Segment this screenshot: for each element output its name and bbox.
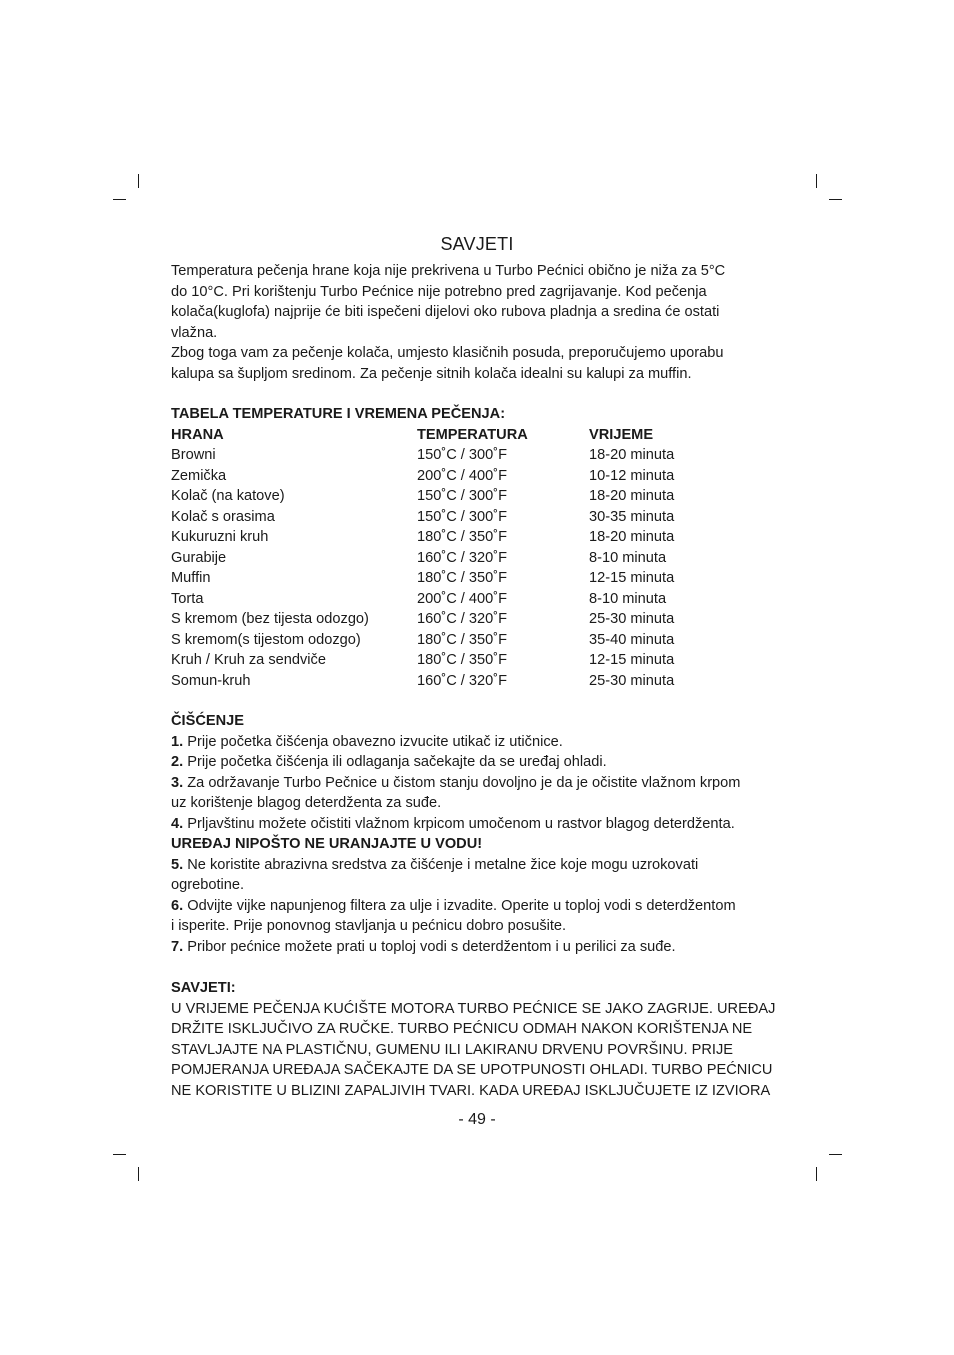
cleaning-step: [171, 732, 791, 753]
cleaning-step: [171, 896, 791, 917]
intro-paragraph: [171, 261, 791, 384]
table-row: [171, 527, 791, 548]
step-text: Ne koristite abrazivna sredstva za čišćenje i metalne žice koje mogu uzrokovati: [187, 856, 699, 873]
table-row: [171, 630, 791, 651]
table-row: [171, 445, 791, 466]
step-text: Odvijte vijke napunjenog filtera za ulje i izvadite. Operite u toploj vodi s deterdžentom: [187, 897, 736, 914]
time-cell: 25-30 minuta: [589, 672, 675, 689]
food-cell: Browni: [171, 447, 216, 463]
tips-line: DRŽITE ISKLJUČIVO ZA RUČKE. TURBO PEĆNICU ODMAH NAKON KORIŠTENJA NE: [171, 1021, 753, 1037]
step-text: Za održavanje Turbo Pečnice u čistom stanju dovoljno je da je očistite vlažnom krpom: [187, 774, 741, 791]
food-cell: Zemička: [171, 467, 227, 484]
time-cell: 12-15 minuta: [589, 652, 675, 668]
table-header-row: [171, 425, 791, 446]
crop-mark: [138, 1167, 139, 1181]
cleaning-step: [171, 814, 791, 835]
food-cell: Muffin: [171, 570, 211, 586]
time-cell: 8-10 minuta: [589, 590, 667, 607]
step-continuation: uz korištenje blagog deterdženta za suđe.: [171, 795, 442, 811]
table-row: [171, 609, 791, 630]
food-cell: Torta: [171, 590, 204, 607]
step-number: 5.: [171, 856, 184, 873]
tips-heading: SAVJETI:: [171, 980, 236, 996]
table-heading: TABELA TEMPERATURE I VREMENA PEČENJA:: [171, 406, 506, 422]
cleaning-step: [171, 752, 791, 773]
column-header-food: HRANA: [171, 426, 224, 443]
time-cell: 10-12 minuta: [589, 467, 675, 484]
step-text: Prljavštinu možete očistiti vlažnom krpicom umočenom u rastvor blagog deterdženta.: [187, 815, 735, 832]
tips-section: [171, 978, 791, 1101]
intro-line: Zbog toga vam za pečenje kolača, umjesto klasičnih posuda, preporučujemo uporabu: [171, 345, 724, 361]
step-continuation: i isperite. Prije ponovnog stavljanja u pećnicu dobro posušite.: [171, 918, 567, 934]
temperature-cell: 180˚C / 350˚F: [417, 652, 508, 668]
food-cell: Somun-kruh: [171, 672, 251, 689]
intro-line: do 10°C. Pri korištenju Turbo Pećnice nije potrebno pred zagrijavanje. Kod pečenja: [171, 283, 707, 300]
time-cell: 18-20 minuta: [589, 488, 675, 504]
food-cell: S kremom(s tijestom odozgo): [171, 631, 361, 648]
intro-line: vlažna.: [171, 324, 218, 341]
step-text: Pribor pećnice možete prati u toploj vodi s deterdžentom i u perilici za suđe.: [183, 938, 676, 955]
step-text: Prije početka čišćenja obavezno izvucite utikač iz utičnice.: [187, 733, 563, 750]
temperature-cell: 150˚C / 300˚F: [417, 508, 508, 525]
crop-mark: [829, 1154, 842, 1155]
temperature-cell: 180˚C / 350˚F: [417, 529, 508, 545]
page-number: - 49 -: [458, 1111, 496, 1128]
temperature-cell: 150˚C / 300˚F: [417, 447, 508, 463]
crop-mark: [113, 1154, 126, 1155]
temperature-cell: 160˚C / 320˚F: [417, 672, 508, 689]
time-cell: 18-20 minuta: [589, 447, 675, 463]
food-cell: Kukuruzni kruh: [171, 529, 269, 545]
time-cell: 18-20 minuta: [589, 529, 675, 545]
tips-line: STAVLJAJTE NA PLASTIČNU, GUMENU ILI LAKIRANU DRVENU POVRŠINU. PRIJE: [171, 1041, 733, 1058]
cleaning-step: [171, 773, 791, 794]
time-cell: 8-10 minuta: [589, 549, 667, 566]
crop-mark: [816, 174, 817, 188]
tips-line: U VRIJEME PEČENJA KUĆIŠTE MOTORA TURBO PEĆNICE SE JAKO ZAGRIJE. UREĐAJ: [171, 1000, 776, 1017]
cleaning-step: [171, 937, 791, 958]
baking-table: [171, 404, 791, 691]
intro-line: kolača(kuglofa) najprije će biti ispečeni dijelovi oko rubova pladnja a sredina će ostati: [171, 304, 720, 320]
food-cell: Kolač s orasima: [171, 508, 275, 525]
food-cell: Kolač (na katove): [171, 488, 285, 504]
table-row: [171, 650, 791, 671]
table-row: [171, 671, 791, 692]
cleaning-section: [171, 711, 791, 957]
crop-mark: [113, 199, 126, 200]
table-row: [171, 486, 791, 507]
food-cell: Gurabije: [171, 549, 227, 566]
tips-line: NE KORISTITE U BLIZINI ZAPALJIVIH TVARI. KADA UREĐAJ ISKLJUČUJETE IZ IZVIORA: [171, 1082, 771, 1099]
time-cell: 12-15 minuta: [589, 570, 675, 586]
tips-line: POMJERANJA UREĐAJA SAČEKAJTE DA SE UPOTPUNOSTI OHLADI. TURBO PEĆNICU: [171, 1062, 773, 1078]
page-title: SAVJETI: [440, 234, 514, 254]
food-cell: Kruh / Kruh za sendviče: [171, 652, 326, 668]
temperature-cell: 200˚C / 400˚F: [417, 590, 508, 607]
crop-mark: [829, 199, 842, 200]
step-number: 7.: [171, 938, 184, 955]
step-text: Prije početka čišćenja ili odlaganja sačekajte da se uređaj ohladi.: [187, 754, 607, 770]
column-header-temperature: TEMPERATURA: [417, 426, 528, 443]
crop-mark: [816, 1167, 817, 1181]
time-cell: 35-40 minuta: [589, 631, 675, 648]
time-cell: 25-30 minuta: [589, 611, 675, 627]
intro-line: Temperatura pečenja hrane koja nije prekrivena u Turbo Pećnici obično je niža za 5°C: [171, 263, 726, 279]
temperature-cell: 150˚C / 300˚F: [417, 488, 508, 504]
food-cell: S kremom (bez tijesta odozgo): [171, 611, 369, 627]
step-number: 1.: [171, 733, 184, 750]
intro-line: kalupa sa šupljom sredinom. Za pečenje sitnih kolača idealni su kalupi za muffin.: [171, 365, 692, 382]
step-number: 4.: [171, 815, 184, 832]
cleaning-heading: ČIŠĆENJE: [171, 713, 244, 729]
table-row: [171, 568, 791, 589]
warning-text: UREĐAJ NIPOŠTO NE URANJAJTE U VODU!: [171, 836, 483, 852]
temperature-cell: 180˚C / 350˚F: [417, 631, 508, 648]
temperature-cell: 160˚C / 320˚F: [417, 549, 508, 566]
step-number: 3.: [171, 774, 184, 791]
table-row: [171, 589, 791, 610]
time-cell: 30-35 minuta: [589, 508, 675, 525]
table-row: [171, 507, 791, 528]
temperature-cell: 180˚C / 350˚F: [417, 570, 508, 586]
table-row: [171, 548, 791, 569]
temperature-cell: 160˚C / 320˚F: [417, 611, 508, 627]
step-continuation: ogrebotine.: [171, 877, 245, 893]
crop-mark: [138, 174, 139, 188]
table-row: [171, 466, 791, 487]
temperature-cell: 200˚C / 400˚F: [417, 467, 508, 484]
step-number: 2.: [171, 754, 184, 770]
cleaning-step: [171, 855, 791, 876]
step-number: 6.: [171, 897, 184, 914]
column-header-time: VRIJEME: [589, 426, 654, 443]
